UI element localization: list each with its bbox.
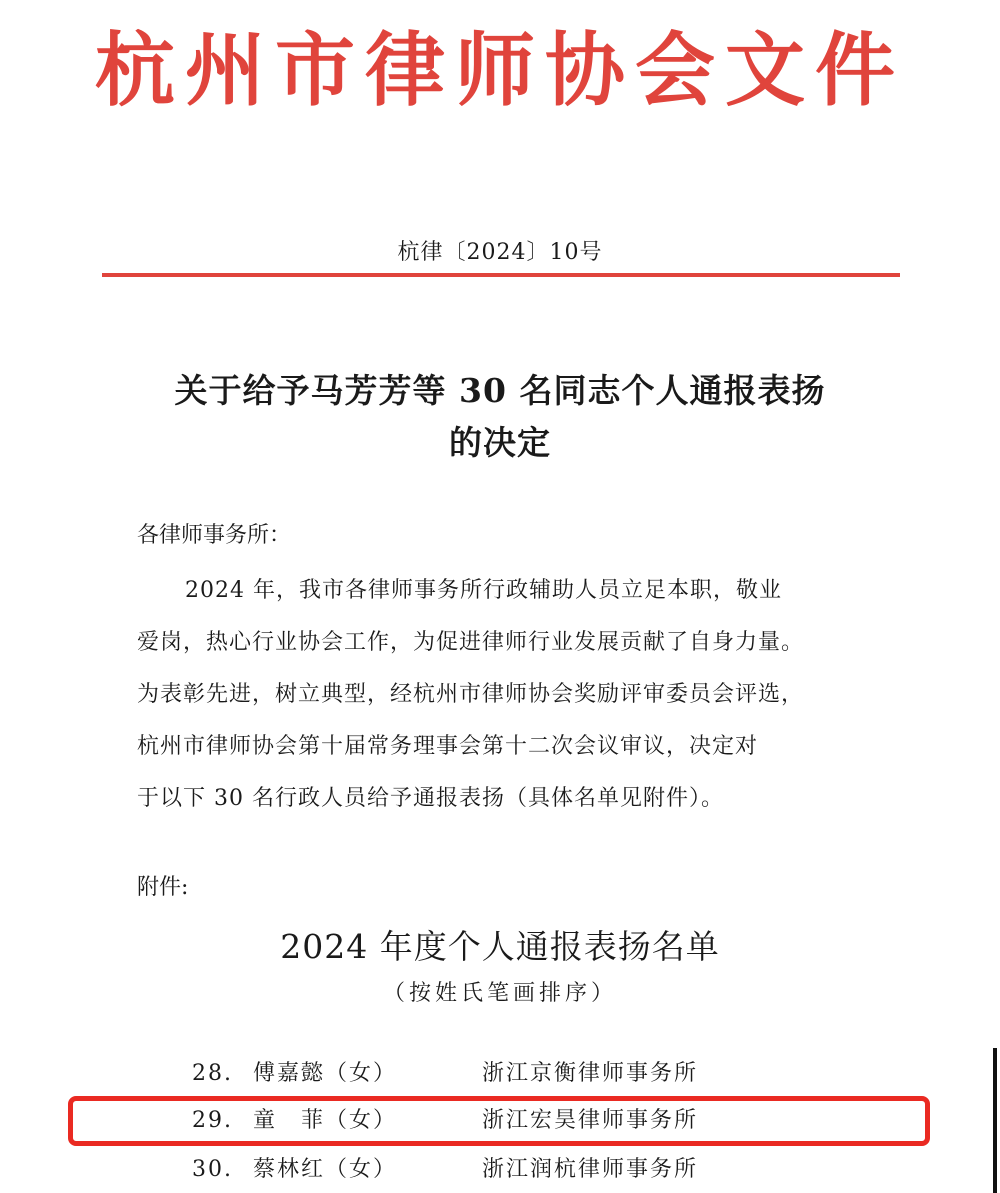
body-line: 爱岗，热心行业协会工作，为促进律师行业发展贡献了自身力量。 (137, 630, 805, 655)
body-line: 为表彰先进，树立典型，经杭州市律师协会奖励评审委员会评选， (137, 682, 805, 707)
attachment-label: 附件: (137, 875, 189, 900)
row-firm: 浙江润杭律师事务所 (482, 1157, 699, 1182)
row-firm: 浙江宏昊律师事务所 (482, 1108, 699, 1133)
document-title (0, 365, 1000, 469)
document-title-line-1: 关于给予马芳芳等 30 名同志个人通报表扬 (174, 371, 826, 410)
body-paragraph (137, 565, 872, 825)
list-row (192, 1150, 698, 1190)
list-row (192, 1054, 698, 1094)
body-line: 于以下 30 名行政人员给予通报表扬（具体名单见附件）。 (137, 786, 724, 811)
salutation: 各律师事务所： (137, 523, 292, 548)
list-title: 2024 年度个人通报表扬名单 (280, 927, 720, 966)
row-name: 童 菲（女） (253, 1108, 398, 1133)
row-number: 28. (192, 1061, 233, 1086)
row-number: 29. (192, 1108, 233, 1133)
row-name: 傅嘉懿（女） (253, 1061, 398, 1086)
red-divider (102, 273, 900, 277)
document-title-line-2: 的决定 (449, 423, 551, 462)
row-number: 30. (192, 1157, 233, 1182)
list-subtitle: （按姓氏笔画排序） (382, 981, 617, 1006)
row-firm: 浙江京衡律师事务所 (482, 1061, 699, 1086)
body-line: 2024 年，我市各律师事务所行政辅助人员立足本职，敬业 (185, 578, 782, 603)
masthead-title: 杭州市律师协会文件 (95, 23, 905, 117)
body-line: 杭州市律师协会第十届常务理事会第十二次会议审议，决定对 (137, 734, 759, 759)
highlight-box (68, 1096, 930, 1146)
scan-edge (993, 1048, 997, 1193)
row-name: 蔡林红（女） (253, 1157, 398, 1182)
document-number: 杭律〔2024〕10号 (397, 240, 603, 265)
